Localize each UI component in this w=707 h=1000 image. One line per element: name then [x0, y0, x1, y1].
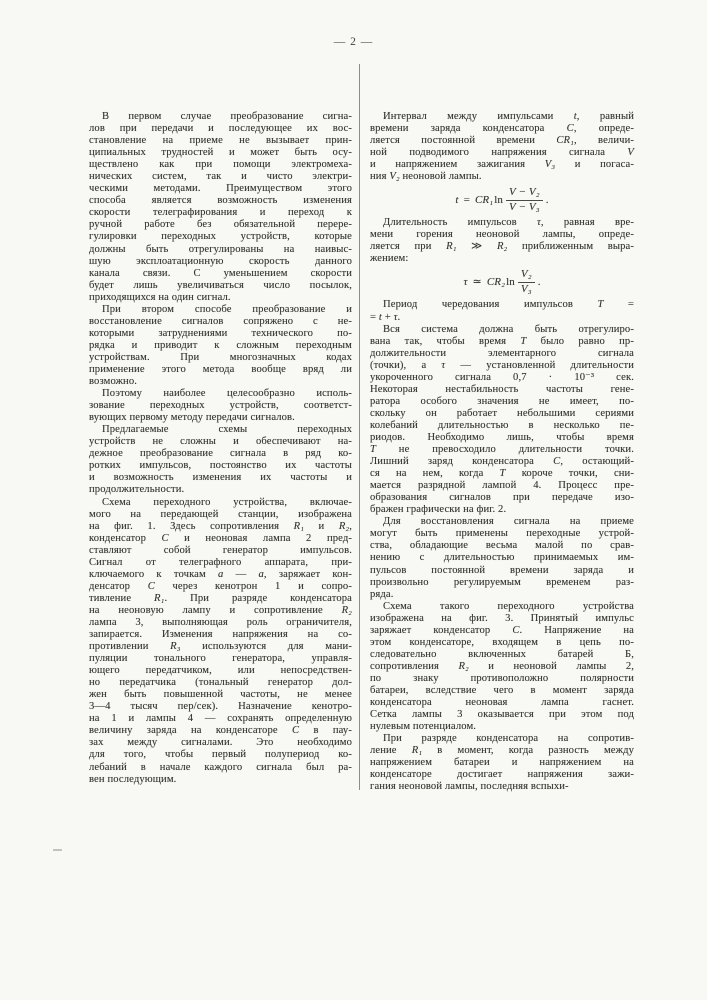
text-line: становление на приеме не вызывает прин- [89, 135, 352, 147]
text-line: денсатор C через кенотрон 1 и сопро- [89, 580, 352, 592]
text-line: ставляют собой генератор импульсов. [89, 544, 352, 556]
paragraph [370, 601, 634, 734]
text-line: применение этого метода вообще вряд ли [89, 363, 352, 375]
paragraph [89, 304, 352, 388]
fraction-denominator: V − V₃ [506, 200, 543, 214]
formula-period: . [545, 193, 549, 206]
column-divider-rule [359, 64, 360, 790]
text-line: При разряде конденсатора на сопротив- [383, 733, 634, 745]
text-line: бражен графически на фиг. 2. [370, 504, 507, 516]
text-line: напряжением батареи и напряжением на [370, 757, 634, 769]
text-line: шую эксплоатационную скорость данного [89, 255, 352, 267]
formula-fraction [506, 187, 543, 213]
formula-coefficient: CR₂ [486, 275, 506, 288]
text-line: При втором способе преобразование и [102, 303, 352, 315]
paragraph [370, 217, 634, 265]
text-line: нических систем, так и чисто электри- [89, 171, 352, 183]
text-line: ление R₁ в момент, когда разность между [370, 745, 634, 757]
text-line: Некоторая нестабильность частоты гене- [370, 383, 634, 395]
text-line: зах между сигналами. Это необходимо [89, 737, 352, 749]
text-line: и возможность изменения их частоты и [89, 472, 352, 484]
text-line: жением: [370, 253, 409, 265]
text-line: запирается. Изменения напряжения на со- [89, 629, 352, 641]
text-line: могут быть применены переходные устрой- [370, 528, 634, 540]
text-line: Предлагаемые схемы переходных [102, 424, 352, 436]
formula-lhs: τ [463, 275, 468, 288]
text-line: нению с длительностью принимаемых им- [370, 552, 634, 564]
text-line: ществлено как при помощи электромеха- [89, 159, 352, 171]
text-line: для того, чтобы первый полупериод ко- [89, 749, 352, 761]
text-line: колебаний длительностью в несколько пе- [370, 419, 634, 431]
formula-fraction [518, 269, 535, 295]
text-line: В первом случае преобразование сигна- [102, 111, 352, 122]
text-line: тивление R₁. При разряде конденсатора [89, 592, 352, 604]
paragraph [89, 424, 352, 496]
formula-ln-operator: ln [494, 193, 503, 206]
text-line: мого на передающей станции, изображена [89, 508, 352, 520]
paragraph [89, 497, 352, 786]
text-line: гания неоновой лампы, последняя вспыхи- [370, 781, 569, 793]
text-line: (точки), а τ — установленной длительности [370, 359, 634, 371]
text-line: T не превосходило длительности точки. [370, 444, 634, 456]
text-line: заряжает конденсатор C. Напряжение на [370, 624, 634, 636]
text-line: ющего передатчиком, или непосредствен- [89, 665, 352, 677]
text-line: противлении R₃ используются для мани- [89, 641, 352, 653]
text-line: ручной работе без обязательной перере- [89, 219, 352, 231]
text-line: укороченного сигнала 0,7 · 10⁻³ сек. [370, 371, 634, 383]
text-line: но передатчика (тональный генератор дол- [89, 677, 352, 689]
text-line: Интервал между импульсами t, равный [383, 111, 634, 122]
text-line: канала связи. С уменьшением скорости [89, 267, 352, 279]
text-line: ряда. [370, 588, 394, 600]
text-line: риодов. Необходимо лишь, чтобы время [370, 431, 634, 443]
text-line: ляется при R₁ ≫ R₂ приближенным выра- [370, 241, 635, 253]
paragraph [370, 733, 634, 793]
text-line: скольку он работает небольшими сериями [370, 407, 634, 419]
paragraph [370, 516, 634, 600]
text-line: 3—4 тысяч пер/сек). Назначение кенотро- [89, 701, 352, 713]
text-line: жен быть повышенной частоты, не менее [89, 689, 352, 701]
text-line: ся на нем, когда T короче точки, сни- [370, 468, 634, 480]
formula-coefficient: CR₁ [474, 193, 494, 206]
text-line: конденсатора неоновая лампа гаснет. [370, 697, 634, 709]
text-line: Период чередования импульсов T = [383, 299, 634, 311]
text-line: Сетка лампы 3 оказывается при этом под [370, 709, 634, 721]
text-line: должительности элементарного сигнала [370, 347, 634, 359]
text-line: будет лишь увеличиваться число посылок, [89, 279, 352, 291]
text-line: величину заряда на конденсаторе C в пау- [89, 725, 352, 737]
text-line: ства, обладающие весьма малой по срав- [370, 540, 634, 552]
text-line: скорости телеграфирования и переход к [89, 207, 352, 219]
text-line: Схема переходного устройства, включае- [102, 496, 352, 508]
text-line: продолжительности. [89, 484, 185, 496]
text-line: Для восстановления сигнала на приеме [383, 516, 634, 528]
text-line: лов при передачи и последующее их вос- [89, 123, 352, 135]
text-line: Лишний заряд конденсатора C, остающий- [370, 456, 634, 468]
text-line: на неоновую лампу и сопротивление R₂ [89, 604, 352, 616]
text-line: пульсов постоянной времени заряда и [370, 564, 634, 576]
page-number: — 2 — [333, 36, 374, 48]
fraction-denominator: V₃ [518, 282, 535, 296]
fraction-numerator: V₂ [520, 268, 532, 281]
text-line: пуляции тонального генератора, управля- [89, 653, 352, 665]
text-line: зование переходных устройств, соответст- [89, 400, 352, 412]
paragraph [89, 388, 352, 424]
text-line: мается разрядной лампой 4. Процесс пре- [370, 480, 634, 492]
text-line: Схема такого переходного устройства [383, 600, 634, 612]
text-line: на фиг. 1. Здесь сопротивления R₁ и R₂, [89, 520, 353, 532]
text-line: Длительность импульсов τ, равная вре- [383, 217, 634, 229]
text-line: устройствам. При многозначных кодах [89, 351, 352, 363]
left-text-column [89, 111, 352, 786]
text-line: мени горения неоновой лампы, опреде- [370, 229, 634, 241]
formula-period: . [537, 275, 541, 288]
text-line: ляется постоянной времени CR₁, величи- [370, 135, 635, 147]
text-line: дежное преобразование сигнала в ряд ко- [89, 448, 352, 460]
text-line: вен последующим. [89, 773, 177, 785]
right-text-column [370, 111, 634, 793]
text-line: ния V₂ неоновой лампы. [370, 171, 482, 183]
formula-relation: ≃ [472, 275, 482, 288]
text-line: должны быть отрегулированы на наивыс- [89, 243, 352, 255]
formula-f2 [370, 269, 634, 295]
fraction-numerator: V − V₂ [508, 186, 540, 199]
text-line: нулевым потенциалом. [370, 721, 477, 733]
formula-lhs: t [455, 193, 459, 206]
text-line: по знаку противоположно полярности [370, 672, 634, 684]
scan-artifact-mark [53, 849, 62, 851]
text-line: и напряжением зажигания V₃ и погаса- [370, 159, 635, 171]
text-line: сопротивления R₂ и неоновой лампы 2, [370, 660, 635, 672]
text-line: ключаемого к точкам a — a, заряжает кон- [89, 568, 352, 580]
text-line: устройств не сложны и обеспечивают на- [89, 436, 352, 448]
text-line: Вся система должна быть отрегулиро- [383, 323, 634, 335]
text-line: восстановление сигналов сопряжено с не- [89, 315, 352, 327]
text-line: следовательно включенных батарей Б, [370, 648, 634, 660]
text-line: батареи, вследствие чего в момент заряда [370, 684, 634, 696]
text-line: вана так, чтобы время T было равно пр- [370, 335, 634, 347]
formula-relation: = [463, 193, 470, 206]
paragraph [370, 299, 634, 323]
text-line: приходящихся на один сигнал. [89, 291, 231, 303]
text-line: гулировки переходных устройств, которые [89, 231, 352, 243]
paragraph [370, 111, 634, 183]
text-line: этом конденсаторе, входящем в цепь по- [370, 636, 634, 648]
text-line: рядка и приводит к сложным переходным [89, 339, 352, 351]
text-line: произвольно регулируемым временем раз- [370, 576, 634, 588]
text-line: возможно. [89, 376, 138, 388]
text-line: которыми затруднениями технического по- [89, 327, 352, 339]
text-line: вующих первому методу передачи сигналов. [89, 412, 295, 424]
text-line: времени заряда конденсатора C, опреде- [370, 123, 634, 135]
text-line: ной подводимого напряжения сигнала V [370, 147, 634, 159]
text-line: ратора особого значения не имеет, по- [370, 395, 634, 407]
text-line: лебаний в начале каждого сигнала был ра- [89, 761, 352, 773]
text-line: Сигнал от телеграфного аппарата, при- [89, 556, 352, 568]
text-line: ротких импульсов, постоянство их частоты [89, 460, 352, 472]
text-line: на 1 и лампы 4 — сохранять определенную [89, 713, 352, 725]
text-line: конденсатор C и неоновая лампа 2 пред- [89, 532, 352, 544]
text-line: = t + τ. [370, 311, 401, 323]
text-line: ципиальных трудностей и может быть осу- [89, 147, 352, 159]
text-line: способа является возможность изменения [89, 195, 352, 207]
text-line: ческими методами. Преимуществом этого [89, 183, 352, 195]
paragraph [370, 324, 634, 517]
text-line: изображена на фиг. 3. Принятый импульс [370, 612, 634, 624]
text-line: конденсаторе достигает напряжения зажи- [370, 769, 634, 781]
paragraph [89, 111, 352, 304]
formula-ln-operator: ln [506, 275, 515, 288]
text-line: Поэтому наиболее целесообразно исполь- [102, 388, 352, 400]
text-line: образования сигналов при передаче изо- [370, 492, 634, 504]
formula-f1 [370, 187, 634, 213]
text-line: лампа 3, выполняющая роль ограничителя, [89, 616, 352, 628]
